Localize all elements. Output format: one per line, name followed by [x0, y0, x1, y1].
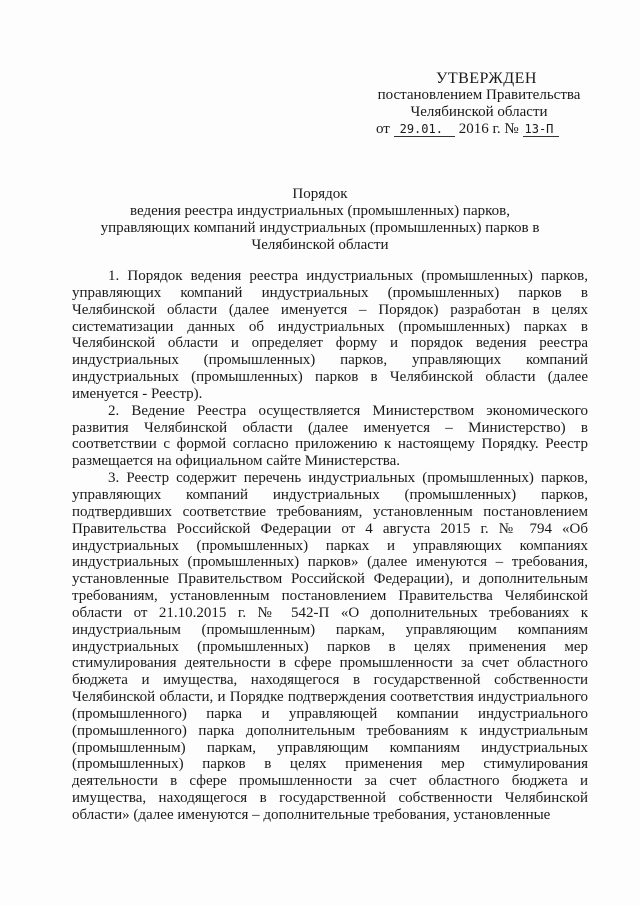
handwritten-date: 29.01.: [394, 122, 455, 137]
paragraph-3: 3. Реестр содержит перечень индустриальных (промышленных) парков, управляющих компаний индустриальных (промышленных) парков, подтвердивших соответствие требованиям, установленным постановлением Правительства Российской Федерации от 4 августа 2015 г. № 794 «Об индустриальных (промышленных) парках и управляющих компаниях индустриальных (промышленных) парков» (далее именуются – требования, установленные Правительством Российской Федерации), и дополнительным требованиям, установленным постановлением Правительства Челябинской области от 21.10.2015 г. № 542-П «О дополнительных требованиях к индустриальным (промышленным) паркам, управляющим компаниям индустриальных (промышленных) парков в целях применения мер стимулирования деятельности в сфере промышленности за счет областного бюджета и имущества, находящегося в государственной собственности Челябинской области, и Порядке подтверждения соответствия индустриального (промышленного) парка и управляющей компании индустриального (промышленного) парка дополнительным требованиям к индустриальным (промышленным) паркам, управляющим компаниям индустриальных (промышленных) парков в целях применения мер стимулирования деятельности в сфере промышленности за счет областного бюджета и имущества, находящегося в государственной собственности Челябинской области» (далее именуются – дополнительные требования, установленные: [72, 470, 588, 823]
approval-block: [368, 70, 590, 138]
date-prefix: от: [376, 121, 390, 137]
date-year: 2016 г. №: [458, 121, 519, 137]
approval-line-1: постановлением Правительства: [377, 87, 581, 103]
title-line-4: Челябинской области: [251, 237, 389, 253]
title-line-3: управляющих компаний индустриальных (промышленных) парков в: [100, 220, 540, 236]
document-body: [72, 268, 588, 824]
paragraph-2: 2. Ведение Реестра осуществляется Министерством экономического развития Челябинской области (далее именуется – Министерство) в соответствии с формой согласно приложению к настоящему Порядку. Реестр размещается на официальном сайте Министерства.: [72, 402, 588, 470]
paragraph-1: 1. Порядок ведения реестра индустриальных (промышленных) парков, управляющих компаний индустриальных (промышленных) парков в Челябинской области (далее именуется – Порядок) разработан в целях систематизации данных об индустриальных (промышленных) парках в Челябинской области и определяет форму и порядок ведения реестра индустриальных (промышленных) парков, управляющих компаний индустриальных (промышленных) парков в Челябинской области (далее именуется - Реестр).: [72, 268, 588, 402]
handwritten-number: 13-П: [523, 122, 560, 137]
title-line-1: Порядок: [292, 186, 348, 202]
document-title: [72, 186, 568, 254]
approved-heading: УТВЕРЖДЕН: [436, 70, 537, 87]
approval-line-2: Челябинской области: [410, 104, 548, 120]
approval-date-line: [368, 121, 590, 138]
title-line-2: ведения реестра индустриальных (промышленных) парков,: [130, 203, 510, 219]
